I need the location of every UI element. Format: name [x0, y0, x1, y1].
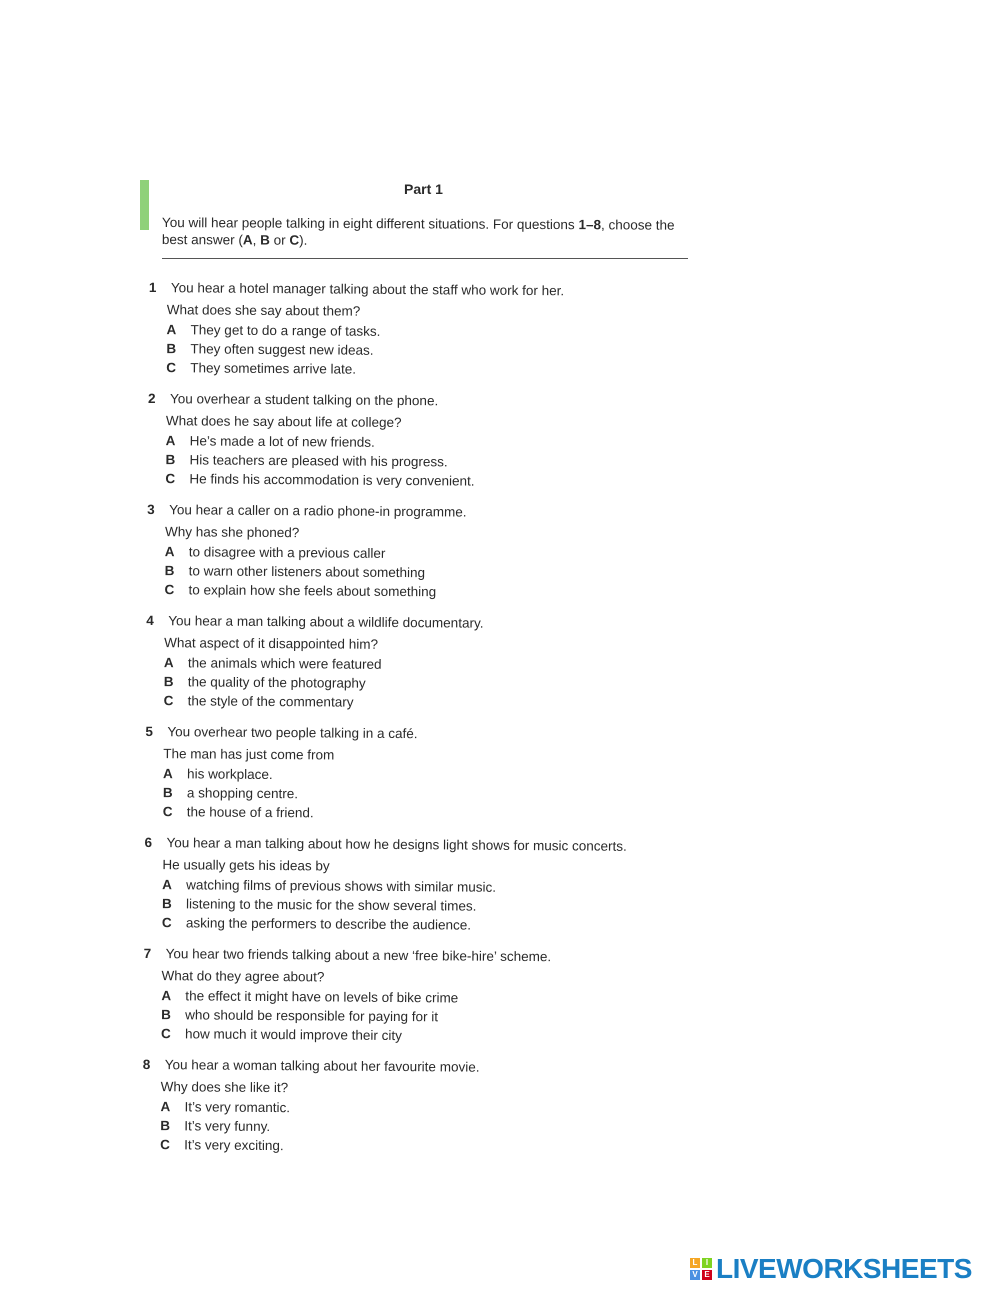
option-letter: C: [164, 582, 175, 598]
instructions-text: You will hear people talking in eight different situations. For questions: [161, 214, 579, 233]
option-letter: B: [162, 896, 172, 912]
instructions-letter-c: C: [289, 232, 300, 248]
option-text: the quality of the photography: [187, 674, 366, 691]
part-title: Part 1: [404, 181, 443, 197]
instructions-text: , choose the best answer (: [161, 217, 675, 248]
question-3: [142, 498, 703, 603]
logo-tile: I: [702, 1258, 712, 1268]
question-number: 3: [147, 502, 155, 518]
question-7: [139, 942, 700, 1047]
option-text: to explain how she feels about something: [188, 582, 437, 600]
option-text: how much it would improve their city: [184, 1026, 402, 1044]
question-list: [138, 276, 705, 1168]
instructions-text: ).: [299, 232, 308, 248]
question-number: 2: [147, 391, 156, 407]
option-text: He’s made a lot of new friends.: [189, 433, 375, 450]
option-text: It’s very romantic.: [184, 1099, 291, 1116]
question-stem: What does he say about life at college?: [165, 413, 402, 431]
option-letter: A: [164, 544, 175, 560]
question-1: [144, 276, 705, 381]
question-prompt: You hear a hotel manager talking about the staff who work for her.: [170, 280, 565, 299]
question-4: [142, 609, 703, 714]
question-5: [141, 720, 702, 825]
option-letter: A: [163, 655, 174, 671]
option-letter: A: [160, 1099, 171, 1115]
question-prompt: You hear a man talking about a wildlife documentary.: [168, 613, 484, 631]
answer-option-c[interactable]: [141, 802, 701, 825]
question-2: [143, 387, 704, 492]
option-letter: B: [160, 1118, 171, 1134]
question-number: 4: [146, 613, 154, 629]
instructions-range: 1–8: [578, 217, 602, 233]
instructions-letter-a: A: [242, 232, 253, 248]
option-text: His teachers are pleased with his progress.: [189, 452, 448, 470]
logo-tile: L: [690, 1258, 700, 1268]
option-letter: B: [163, 674, 174, 690]
option-text: They get to do a range of tasks.: [190, 322, 381, 339]
option-text: They sometimes arrive late.: [190, 360, 357, 377]
option-letter: C: [162, 804, 173, 820]
option-letter: A: [166, 322, 177, 338]
answer-option-c[interactable]: [143, 469, 703, 492]
option-text: who should be responsible for paying for it: [185, 1007, 439, 1025]
option-letter: B: [161, 1007, 172, 1023]
option-letter: B: [166, 341, 177, 357]
option-letter: A: [163, 766, 173, 782]
instructions-letter-b: B: [260, 232, 270, 248]
option-text: They often suggest new ideas.: [190, 341, 374, 358]
option-letter: B: [165, 452, 176, 468]
option-text: It’s very funny.: [184, 1118, 271, 1135]
option-text: watching films of previous shows with similar music.: [186, 877, 497, 895]
question-stem: Why does she like it?: [160, 1079, 289, 1096]
question-prompt: You hear a man talking about how he designs light shows for music concerts.: [166, 835, 627, 854]
logo-tile: E: [702, 1270, 712, 1280]
option-text: asking the performers to describe the audience.: [185, 915, 472, 933]
question-stem: What does she say about them?: [166, 302, 361, 319]
option-letter: A: [161, 988, 172, 1004]
option-text: It’s very exciting.: [184, 1137, 284, 1154]
liveworksheets-logo: [690, 1253, 972, 1285]
option-text: to disagree with a previous caller: [188, 544, 386, 561]
option-text: the house of a friend.: [186, 804, 314, 821]
question-number: 1: [148, 280, 157, 296]
question-number: 8: [142, 1057, 151, 1073]
answer-option-c[interactable]: [142, 691, 702, 714]
question-stem: What aspect of it disappointed him?: [164, 635, 379, 652]
question-number: 7: [143, 946, 152, 962]
answer-option-c[interactable]: [139, 1024, 699, 1047]
option-letter: A: [162, 877, 173, 893]
logo-icon: [690, 1258, 712, 1280]
option-text: He finds his accommodation is very convenient.: [189, 471, 475, 489]
question-prompt: You hear a caller on a radio phone-in programme.: [169, 502, 467, 520]
question-stem: He usually gets his ideas by: [162, 857, 330, 874]
question-8: [138, 1053, 699, 1158]
answer-option-c[interactable]: [140, 913, 700, 936]
question-stem: The man has just come from: [163, 746, 335, 763]
answer-option-c[interactable]: [144, 358, 704, 381]
option-letter: C: [160, 1137, 170, 1153]
question-prompt: You hear a woman talking about her favourite movie.: [164, 1057, 480, 1075]
option-text: the style of the commentary: [187, 693, 354, 710]
answer-option-c[interactable]: [142, 580, 702, 603]
question-number: 5: [145, 724, 153, 740]
instructions-text: ,: [252, 232, 261, 248]
question-prompt: You overhear a student talking on the phone.: [169, 391, 439, 409]
question-prompt: You overhear two people talking in a café.: [167, 724, 418, 742]
answer-option-c[interactable]: [138, 1135, 698, 1158]
option-text: a shopping centre.: [186, 785, 299, 802]
option-text: to warn other listeners about something: [188, 563, 426, 581]
question-stem: What do they agree about?: [161, 968, 325, 985]
option-letter: C: [160, 1026, 171, 1042]
instructions-text: or: [269, 232, 290, 248]
option-letter: C: [165, 471, 176, 487]
question-number: 6: [144, 835, 153, 851]
option-letter: C: [163, 693, 174, 709]
option-letter: A: [165, 433, 176, 449]
option-letter: C: [161, 915, 172, 931]
option-letter: C: [166, 360, 177, 376]
question-6: [140, 831, 701, 936]
logo-text: LIVEWORKSHEETS: [716, 1253, 972, 1284]
option-text: listening to the music for the show several times.: [186, 896, 477, 914]
instructions: [162, 214, 702, 251]
green-margin-marker: [140, 180, 149, 230]
option-text: his workplace.: [187, 766, 273, 783]
option-text: the effect it might have on levels of bike crime: [185, 988, 459, 1006]
question-stem: Why has she phoned?: [164, 524, 300, 541]
question-prompt: You hear two friends talking about a new ‘free bike-hire’ scheme.: [165, 946, 552, 965]
divider-rule: [162, 258, 688, 259]
logo-tile: V: [690, 1270, 700, 1280]
option-letter: B: [164, 563, 175, 579]
option-letter: B: [162, 785, 173, 801]
option-text: the animals which were featured: [187, 655, 382, 672]
